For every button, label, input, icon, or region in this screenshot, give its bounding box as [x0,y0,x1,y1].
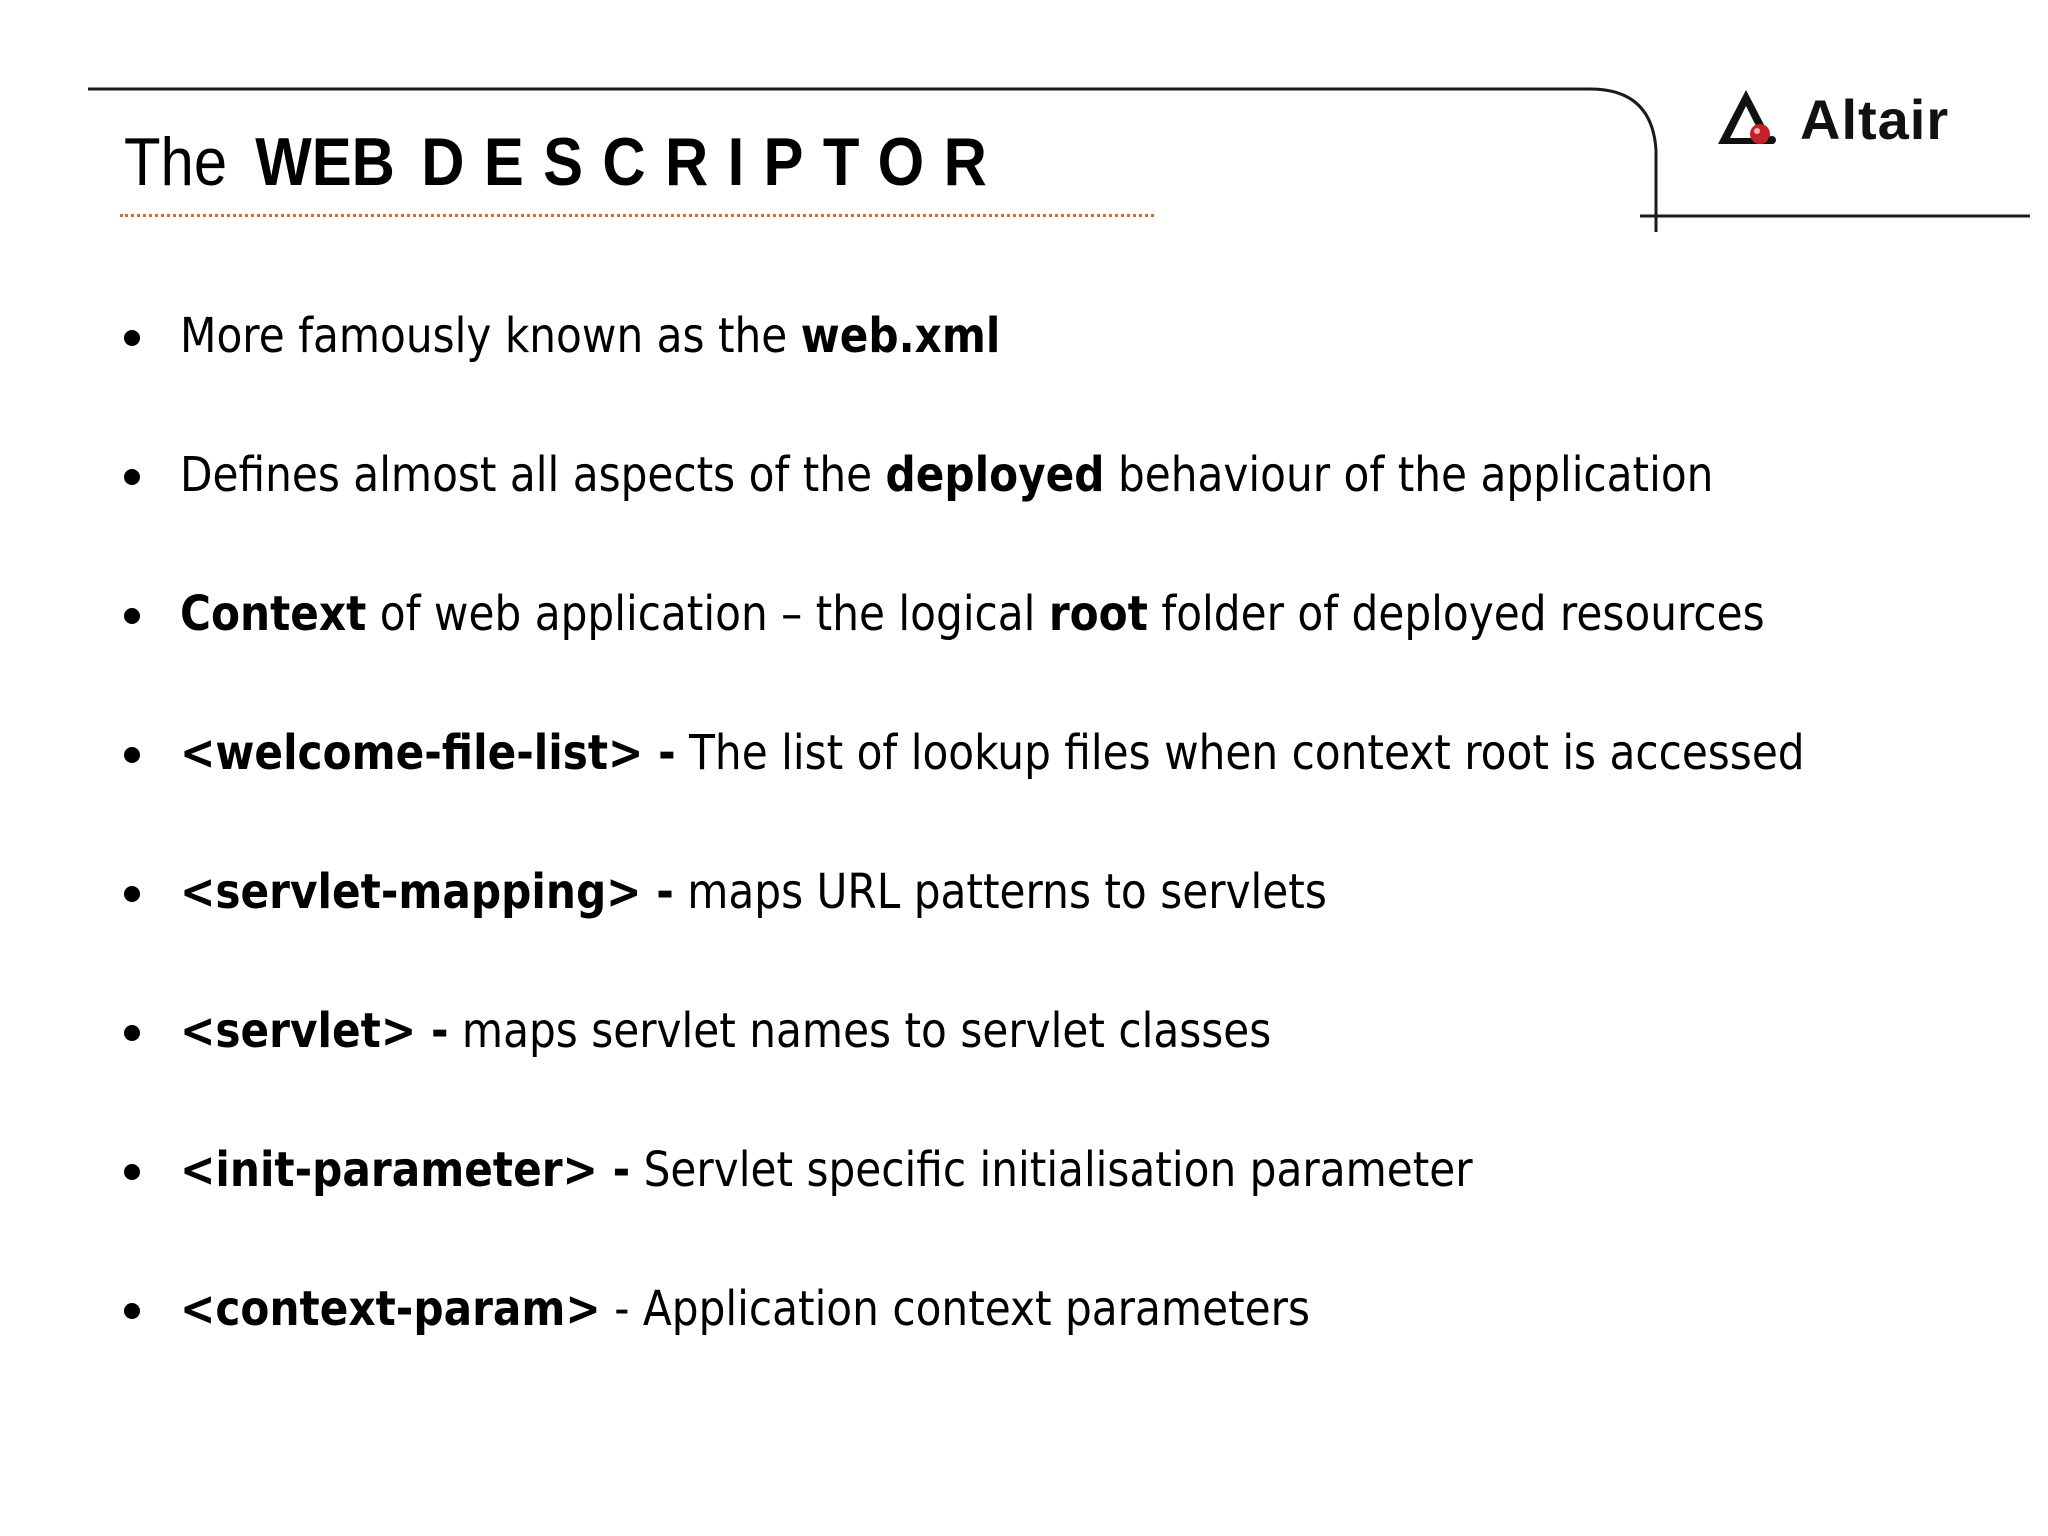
bullet-icon [124,330,140,346]
bullet-icon [124,886,140,902]
text-normal: folder of deployed resources [1147,586,1765,642]
text-bold: root [1048,586,1148,642]
bullet-icon [124,1025,140,1041]
bullet-text [180,1134,1473,1206]
bullet-text [180,995,1271,1067]
list-item [118,578,1978,717]
title-main: WEB [255,124,395,200]
text-normal: More famously known as the [180,308,801,364]
text-bold: <welcome-file-list> - [180,725,676,781]
title-prefix: The [124,124,228,200]
list-item [118,995,1978,1134]
bullet-text [180,439,1713,511]
list-item [118,1134,1978,1273]
title-spaced: DESCRIPTOR [421,124,1007,200]
list-item [118,439,1978,578]
text-normal: Servlet specific initialisation parameter [630,1142,1473,1198]
bullet-icon [124,747,140,763]
text-normal: The list of lookup files when context root is accessed [675,725,1805,781]
text-normal: of web application – the logical [366,586,1049,642]
bullet-text [180,856,1327,928]
text-bold: deployed [885,447,1105,503]
logo-text: Altair [1800,87,1950,151]
bullet-icon [124,608,140,624]
text-bold: <servlet-mapping> - [180,864,674,920]
bullet-text [180,1273,1310,1345]
list-item [118,856,1978,995]
bullet-text [180,578,1765,650]
text-bold: <context-param> [180,1281,601,1337]
text-normal: maps URL patterns to servlets [673,864,1327,920]
text-normal: maps servlet names to servlet classes [448,1003,1272,1059]
title-underline [120,214,1154,217]
bullet-icon [124,469,140,485]
text-normal: behaviour of the application [1104,447,1714,503]
list-item [118,300,1978,439]
list-item [118,717,1978,856]
bullet-text [180,300,1000,372]
text-bold: <init-parameter> - [180,1142,631,1198]
page-title [124,116,1006,208]
bullet-icon [124,1303,140,1319]
text-normal: - Application context parameters [600,1281,1310,1337]
text-bold: web.xml [800,308,1001,364]
bullet-text [180,717,1805,789]
text-bold: <servlet> - [180,1003,449,1059]
text-normal: Defines almost all aspects of the [180,447,886,503]
text-bold: Context [180,586,367,642]
bullet-list [118,300,1978,1412]
altair-logo [1716,84,1949,154]
bullet-icon [124,1164,140,1180]
list-item [118,1273,1978,1412]
altair-logo-icon [1716,88,1796,150]
